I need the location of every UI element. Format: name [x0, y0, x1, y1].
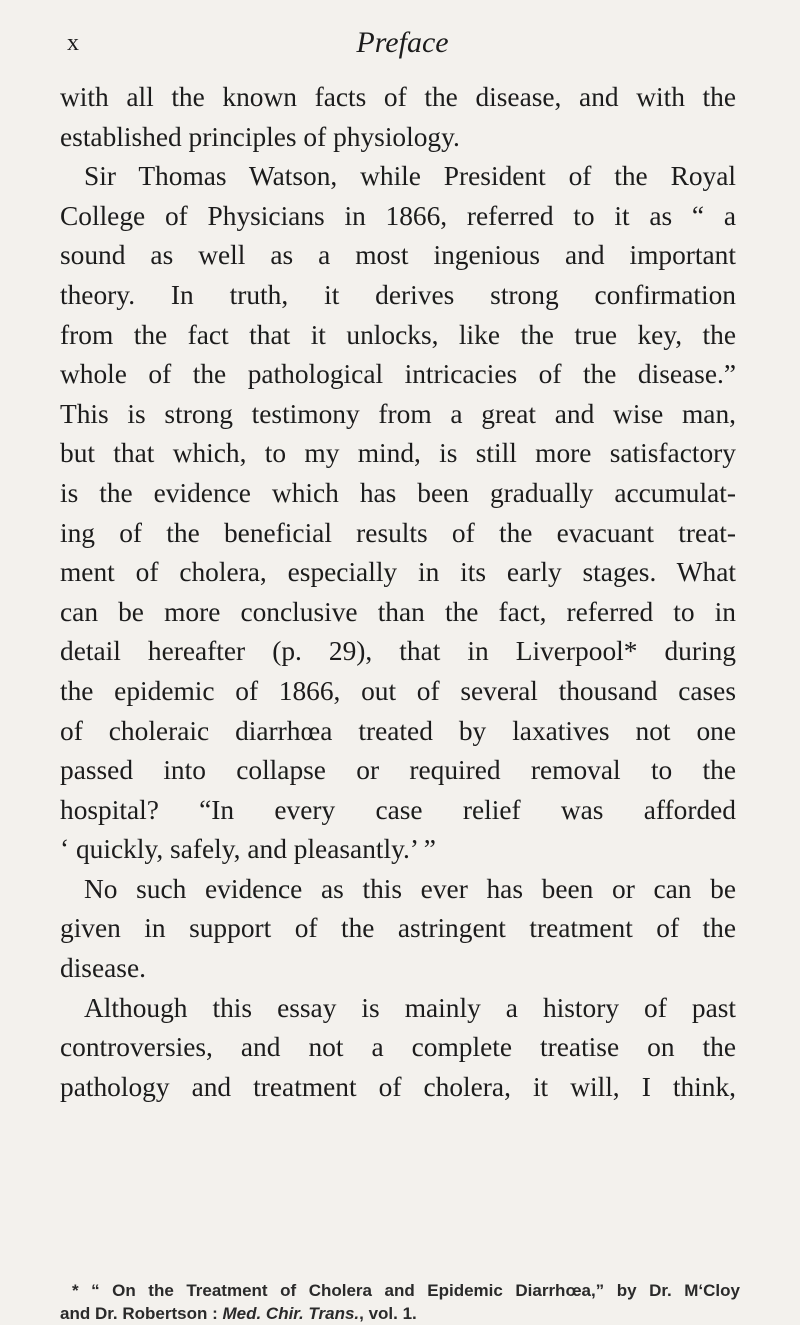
text-line: Although this essay is mainly a history of past	[84, 992, 736, 1023]
text-line: ment of cholera, especially in its early stages. What	[60, 557, 736, 588]
text-line: given in support of the astringent treatment of the	[60, 913, 736, 944]
text-line: theory. In truth, it derives strong confirmation	[60, 279, 736, 310]
text-line: controversies, and not a complete treatise on the	[60, 1032, 736, 1063]
text-line: ‘ quickly, safely, and pleasantly.’ ”	[60, 834, 436, 865]
text-line: This is strong testimony from a great and wise man,	[60, 398, 736, 429]
text-line: from the fact that it unlocks, like the true key, the	[60, 319, 736, 350]
text-line: No such evidence as this ever has been or can be	[84, 873, 736, 904]
text-line: established principles of physiology.	[60, 121, 460, 152]
text-line: pathology and treatment of cholera, it will, I think,	[60, 1071, 736, 1102]
footnote-authors: and Dr. Robertson :	[60, 1304, 223, 1323]
text-line: the epidemic of 1866, out of several thousand cases	[60, 675, 736, 706]
running-head: Preface	[356, 26, 449, 59]
text-line: whole of the pathological intricacies of the disease.”	[60, 359, 736, 390]
footnote-line: * “ On the Treatment of Cholera and Epidemic Diarrhœa,” by Dr. M‘Cloy	[72, 1281, 740, 1300]
text-line: College of Physicians in 1866, referred to it as “ a	[60, 200, 736, 231]
page-number: x	[67, 30, 80, 56]
text-line: sound as well as a most ingenious and important	[60, 240, 736, 271]
footnote-line	[60, 1302, 740, 1325]
text-line: hospital? “In every case relief was afforded	[60, 794, 736, 825]
text-line: with all the known facts of the disease, and with the	[60, 82, 736, 112]
page-header	[55, 26, 750, 70]
text-line: detail hereafter (p. 29), that in Liverpool* during	[60, 636, 736, 667]
text-line: disease.	[60, 953, 146, 984]
text-line: passed into collapse or required removal to the	[60, 755, 736, 786]
body-text	[60, 78, 736, 1107]
footnote	[60, 1279, 740, 1325]
text-line: ing of the beneficial results of the evacuant treat-	[60, 517, 736, 548]
text-line: but that which, to my mind, is still more satisfactory	[60, 438, 736, 469]
text-line: of choleraic diarrhœa treated by laxatives not one	[60, 715, 736, 746]
footnote-journal: Med. Chir. Trans.	[222, 1304, 360, 1323]
footnote-volume: , vol. 1.	[359, 1304, 417, 1323]
text-line: Sir Thomas Watson, while President of the Royal	[84, 161, 736, 192]
text-line: is the evidence which has been gradually accumulat-	[60, 477, 736, 508]
text-line: can be more conclusive than the fact, referred to in	[60, 596, 736, 627]
